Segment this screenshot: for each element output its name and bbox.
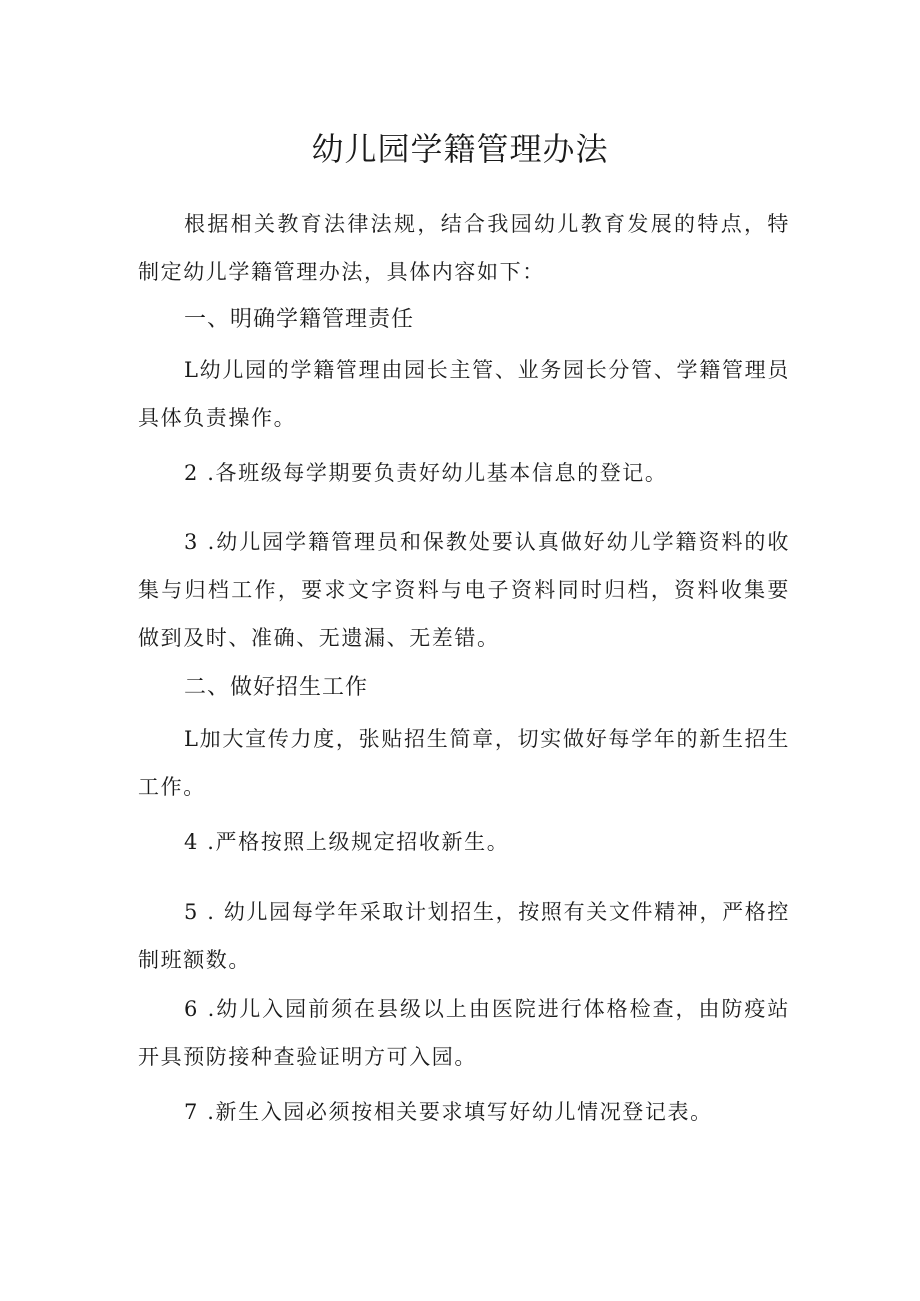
list-item: L幼儿园的学籍管理由园长主管、业务园长分管、学籍管理员具体负责操作。: [138, 358, 790, 430]
intro-paragraph: 根据相关教育法律法规，结合我园幼儿教育发展的特点，特制定幼儿学籍管理办法，具体内容如下：: [138, 212, 790, 284]
list-item: 5 . 幼儿园每学年采取计划招生，按照有关文件精神，严格控制班额数。: [138, 900, 790, 972]
section-heading-responsibility: 一、明确学籍管理责任: [184, 307, 415, 332]
list-item: 6 .幼儿入园前须在县级以上由医院进行体格检查，由防疫站开具预防接种查验证明方可入园。: [138, 997, 790, 1069]
list-item: 4 .严格按照上级规定招收新生。: [184, 830, 510, 854]
document-title: 幼儿园学籍管理办法: [311, 130, 609, 168]
list-item: L加大宣传力度，张贴招生简章，切实做好每学年的新生招生工作。: [138, 727, 790, 799]
section-heading-enrollment: 二、做好招生工作: [184, 675, 369, 700]
list-item: 7 .新生入园必须按相关要求填写好幼儿情况登记表。: [184, 1100, 713, 1124]
list-item: 3 .幼儿园学籍管理员和保教处要认真做好幼儿学籍资料的收集与归档工作，要求文字资料与电子资料同时归档，资料收集要做到及时、准确、无遗漏、无差错。: [138, 530, 790, 650]
list-item: 2 .各班级每学期要负责好幼儿基本信息的登记。: [184, 461, 668, 485]
